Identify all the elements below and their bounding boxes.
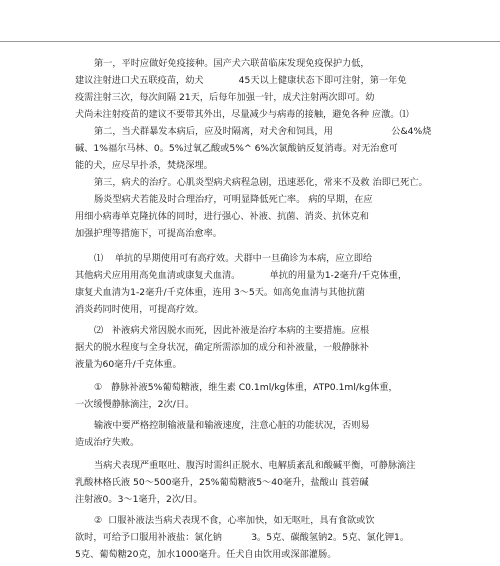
text-line: 当病犬表现严重呕吐、腹泻时需纠正脱水、电解质紊乱和酸碱平衡，可静脉滴注 (94, 460, 416, 471)
text-line: 注射液0。3～1毫升，2次/日。 (75, 494, 203, 505)
text-line: ⑴ 单抗的早期使用可有高疗效。犬群中一旦确诊为本病，应立即给 (94, 253, 373, 264)
text-line: 建议注射进口犬五联疫苗，幼犬 45天以上健康状态下即可注射，第一年免 (75, 75, 407, 86)
text-line: ② 口服补液法当病犬表现不食，心率加快，如无呕吐，具有食欲或饮 (94, 515, 375, 526)
text-line: 犬尚未注射疫苗的建议不要带其外出，尽量减少与病毒的接触，避免各种 应激。⑴ (75, 109, 409, 120)
text-line: 乳酸林格氏液 50～500毫升，25%葡萄糖液5～40毫升，盐酸山 莨菪碱 (75, 477, 369, 488)
text-line: 第三，病犬的治疗。心肌炎型病犬病程急剧，迅速恶化，常来不及救 治即已死亡。 (94, 177, 428, 188)
text-line: 欲时，可给予口服用补液盐：氯化钠 3。5克、碳酸氢钠2。5克、氯化钾1。 (75, 532, 410, 543)
text-line: 5克、葡萄糖20克，加水1000毫升。任犬自由饮用或深部灌肠。 (75, 549, 337, 560)
text-line: 肠炎型病犬若能及时合理治疗，可明显降低死亡率。 病的早期，在应 (94, 194, 373, 205)
text-line: 加强护理等措施下，可提高治愈率。 (75, 228, 222, 239)
text-line: 据犬的脱水程度与全身状况，确定所需添加的成分和补液量，一般静脉补 (75, 342, 369, 353)
text-line: 康复犬血清为1-2毫升/千克体重，连用 3～5天。如高免血清与其他抗菌 (75, 287, 365, 298)
text-line: ① 静脉补液5%葡萄糖液，维生素 C0.1ml/kg体重，ATP0.1ml/kg体重， (94, 382, 398, 393)
text-line: 其他病犬应用用高免血清或康复犬血清。 单抗的用量为1-2毫升/千克体重， (75, 270, 408, 281)
text-line: 液量为60毫升/千克体重。 (75, 359, 182, 370)
text-line: 第一，平时应做好免疫接种。国产犬六联苗临床发现免疫保护力低， (94, 58, 370, 69)
text-line: 用细小病毒单克隆抗体的同时，进行强心、补液、抗菌、消炎、抗休克和 (75, 211, 369, 222)
text-line: 第二，当犬群暴发本病后，应及时隔离，对犬舍和饲具，用 公&4%烧 (94, 126, 432, 137)
text-line: 一次缓慢静脉滴注，2次/日。 (75, 399, 195, 410)
text-line: 消炎药同时使用，可提高疗效。 (75, 304, 204, 315)
text-line: 能的犬，应尽早扑杀，焚烧深埋。 (75, 160, 213, 171)
header-divider (0, 41, 500, 42)
text-line: 输液中要严格控制输液量和输液速度，注意心脏的功能状况，否则易 (94, 420, 370, 431)
text-line: ⑵ 补液病犬常因脱水而死，因此补液是治疗本病的主要措施。应根 (94, 325, 370, 336)
text-line: 疫需注射三次，每次间隔 21天，后每年加强一针，成犬注射两次即可。幼 (75, 92, 375, 103)
text-line: 碱、1%福尔马林、0。5%过氧乙酸或5%^ 6%次氯酸钠反复消毒。对无治愈可 (75, 143, 398, 154)
text-line: 造成治疗失败。 (75, 437, 140, 448)
